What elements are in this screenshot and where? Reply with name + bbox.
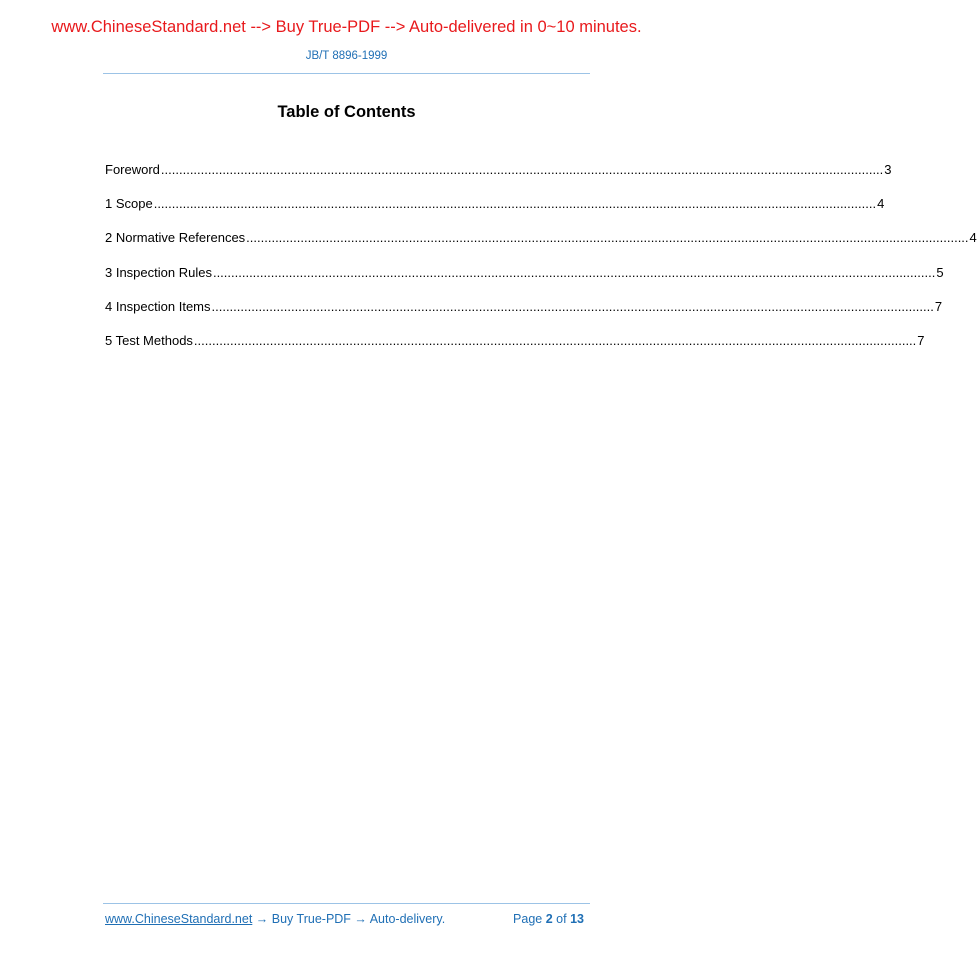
toc-entry-label: 3 Inspection Rules — [105, 264, 212, 280]
toc-entry-page: 7 — [934, 298, 943, 314]
toc-leader-dots: ........................................................................................................................................................................................................ — [212, 264, 936, 280]
footer-tagline: → Buy True-PDF → Auto-delivery. — [252, 912, 446, 926]
of-label: of — [556, 912, 567, 926]
toc-entry-label: 2 Normative References — [105, 230, 246, 246]
toc-entry-page: 5 — [936, 264, 944, 280]
header-divider — [103, 73, 590, 74]
toc-entry-page: 3 — [884, 162, 892, 177]
toc-entry[interactable] — [105, 196, 885, 230]
toc-leader-dots: ........................................................................................................................................................................................................ — [193, 332, 917, 348]
toc-entry-page: 4 — [969, 230, 977, 246]
page-label: Page — [513, 912, 543, 926]
toc-entry-page: 4 — [877, 196, 885, 212]
toc-entry[interactable] — [105, 264, 944, 299]
toc-entry[interactable] — [105, 162, 892, 196]
toc-leader-dots: ........................................................................................................................................................................................................ — [160, 162, 884, 177]
toc-entry-label: 4 Inspection Items — [105, 298, 211, 314]
promo-banner[interactable]: www.ChineseStandard.net --> Buy True-PDF --> Auto-delivered in 0~10 minutes. — [51, 18, 642, 36]
toc-entry-label: 5 Test Methods — [105, 332, 193, 348]
toc-title: Table of Contents — [277, 103, 416, 121]
document-code: JB/T 8896-1999 — [305, 50, 388, 62]
toc-entry[interactable] — [105, 332, 925, 367]
toc-leader-dots: ........................................................................................................................................................................................................ — [153, 196, 877, 212]
toc-entry-label: 1 Scope — [105, 196, 153, 212]
toc-entry-label: Foreword — [105, 162, 160, 177]
footer-divider — [103, 903, 590, 904]
current-page-number: 2 — [545, 912, 553, 926]
page-indicator — [513, 912, 584, 926]
total-pages-number: 13 — [570, 912, 584, 926]
toc-entry[interactable] — [105, 230, 977, 264]
toc-entry[interactable] — [105, 298, 943, 333]
toc-leader-dots: ........................................................................................................................................................................................................ — [246, 230, 969, 246]
table-of-contents — [105, 162, 977, 367]
footer-site-link[interactable]: www.ChineseStandard.net — [105, 912, 253, 926]
toc-entry-page: 7 — [917, 332, 925, 348]
footer-promo — [105, 912, 445, 926]
toc-leader-dots: ........................................................................................................................................................................................................ — [211, 298, 934, 314]
